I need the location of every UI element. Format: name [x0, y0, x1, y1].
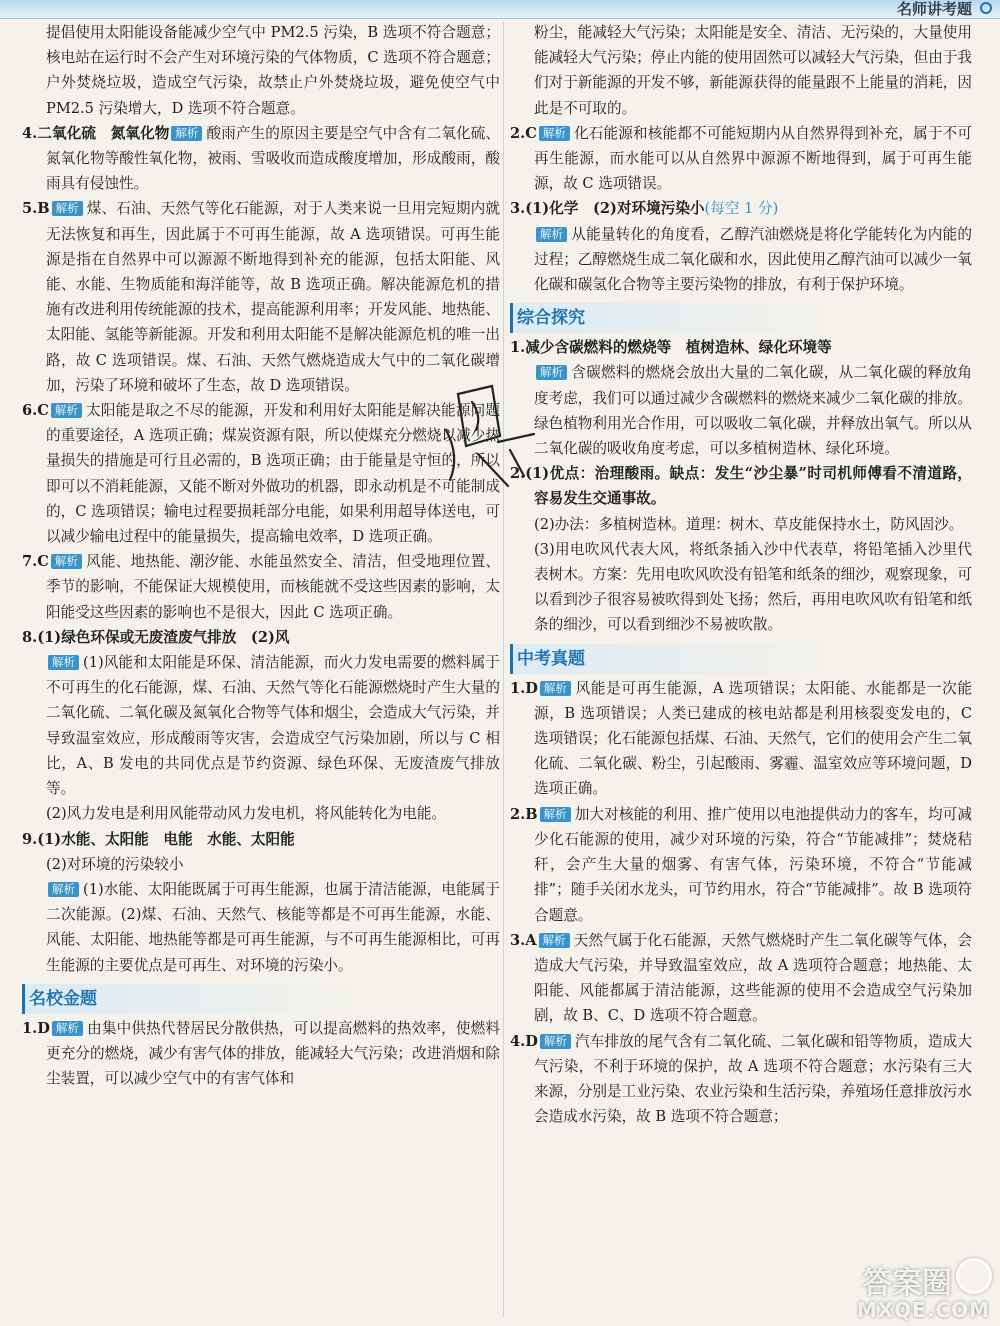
- analysis-badge: 解析: [52, 201, 83, 216]
- answer-key: D: [525, 679, 538, 697]
- page-header: [0, 0, 1000, 19]
- answer-item: [22, 1016, 500, 1092]
- question-number: 2.: [510, 465, 526, 483]
- handwritten-stamp-icon: [438, 376, 558, 496]
- question-number: 1.: [510, 679, 526, 697]
- explanation-text: 提倡使用太阳能设备能减少空气中 PM2.5 污染，B 选项不符合题意；核电站在运行时不会产生对环境污染的气体物质，C 选项不符合题意；户外焚烧垃圾，造成空气污染，故禁止户外焚烧垃圾，避免使空气中 PM2.5 污染增大，D 选项不符合题意。: [46, 24, 500, 117]
- answer-paragraph: [22, 650, 500, 801]
- question-number: 6.: [22, 402, 38, 420]
- question-number: 3.: [510, 200, 526, 218]
- answer-item: [510, 121, 972, 197]
- answer-item: [510, 335, 972, 360]
- analysis-badge: 解析: [51, 403, 82, 418]
- analysis-badge: 解析: [51, 554, 82, 569]
- explanation-text: (3)用电吹风代表大风，将纸条插入沙中代表草，将铅笔插入沙里代表树木。方案：先用电吹风吹没有铅笔和纸条的细沙，观察现象，可以看到沙子很容易被吹得到处飞扬；然后，再用电吹风吹有铅笔和纸条的细沙，可以看到细沙不易被吹散。: [534, 540, 972, 634]
- answer-key: 减少含碳燃料的燃烧等 植树造林、绿化环境等: [525, 339, 832, 357]
- column-divider: [503, 22, 504, 1318]
- question-number: 4.: [510, 1032, 526, 1050]
- answer-item: [510, 928, 972, 1029]
- answer-key: 二氧化硫 氮氧化物: [37, 124, 170, 142]
- watermark-url: MXQE.COM: [856, 1298, 990, 1322]
- analysis-badge: 解析: [539, 126, 570, 141]
- explanation-text: 天然气属于化石能源，天然气燃烧时产生二氧化碳等气体，会造成大气污染，并导致温室效应，故 A 选项符合题意；地热能、太阳能、风能都属于清洁能源，这些能源的使用不会造成空气污染加剧，故 B、C、D 选项不符合题意。: [534, 931, 972, 1025]
- section-title: 名校金题: [22, 984, 500, 1014]
- question-number: 3.: [510, 931, 526, 949]
- answer-key: (1)水能、太阳能 电能 水能、太阳能: [37, 830, 295, 848]
- explanation-text: 从能量转化的角度看，乙醇汽油燃烧是将化学能转化为内能的过程；乙醇燃烧生成二氧化碳和水，因此使用乙醇汽油可以减少一氧化碳和碳氢化合物等主要污染物的排放，有利于保护环境。: [534, 225, 972, 294]
- analysis-badge: 解析: [540, 1034, 571, 1049]
- explanation-text: 煤、石油、天然气等化石能源，对于人类来说一旦用完短期内就无法恢复和再生，因此属于不可再生能源，故 A 选项错误。可再生能源是指在自然界中可以源源不断地得到补充的能源，包括太阳能、风能、水能、生物质能和海洋能等，故 B 选项正确。解决能源危机的措施有改进利用传统能源的技术，提高能源利用率；开发风能、地热能、太阳能、氢能等新能源。开发和利用太阳能不是解决能源危机的唯一出路，故 C 选项错误。煤、石油、天然气燃烧造成大气中的二氧化碳增加，污染了环境和破坏了生态，故 D 选项错误。: [46, 200, 500, 394]
- answer-paragraph: [22, 801, 500, 826]
- explanation-text: (2)办法：多植树造林。道理：树木、草皮能保持水土，防风固沙。: [534, 515, 964, 533]
- answer-key: C: [525, 124, 537, 142]
- header-title: 名师讲考题: [896, 0, 972, 18]
- answer-paragraph: [510, 512, 972, 537]
- right-column: [510, 20, 972, 1320]
- explanation-text: 风能、地热能、潮汐能、水能虽然安全、清洁，但受地理位置、季节的影响，不能保证大规模使用，而核能就不受这些因素的影响，太阳能受这些因素的影响也不是很大，因此 C 选项正确。: [46, 553, 500, 621]
- answer-item: [510, 196, 972, 221]
- answer-key: D: [525, 1032, 538, 1050]
- question-number: 1.: [510, 339, 526, 357]
- question-number: 5.: [22, 200, 38, 218]
- answer-paragraph: [22, 852, 500, 877]
- answer-key: A: [525, 931, 537, 949]
- analysis-badge: 解析: [48, 655, 79, 670]
- answer-key: (1)优点：治理酸雨。缺点：发生“沙尘暴”时司机师傅看不清道路，容易发生交通事故。: [525, 465, 972, 508]
- question-number: 8.: [22, 628, 38, 646]
- explanation-text: (1)水能、太阳能既属于可再生能源，也属于清洁能源，电能属于二次能源。(2)煤、石油、天然气、核能等都是不可再生能源，水能、风能、太阳能、地热能等都是可再生能源，与不可再生能源相比，可再生能源的主要优点是可再生、对环境的污染小。: [46, 880, 500, 974]
- answer-item: [510, 676, 972, 802]
- answer-key: C: [37, 402, 49, 420]
- explanation-text: 太阳能是取之不尽的能源，开发和利用好太阳能是解决能源问题的重要途径，A 选项正确；煤炭资源有限，所以使煤充分燃烧以减少热量损失的措施是可行且必需的，B 选项正确；由于能量是守恒的，所以即可以不消耗能源，又能不断对外做功的机器，即永动机是不可能制成的，C 选项错误；输电过程要损耗部分电能，如果利用超导体送电，可以减少输电过程中的能量损失，提高输电效率，D 选项正确。: [46, 402, 500, 546]
- answer-key: (1)绿色环保或无废渣废气排放 (2)风: [37, 628, 290, 646]
- answer-key: B: [525, 805, 538, 823]
- analysis-badge: 解析: [536, 365, 567, 380]
- explanation-text: 化石能源和核能都不可能短期内从自然界得到补充，属于不可再生能源，而水能可以从自然界中源源不断地得到，属于可再生能源，故 C 选项错误。: [534, 124, 972, 193]
- question-number: 7.: [22, 553, 38, 571]
- answer-key: (1)化学 (2)对环境污染小: [525, 200, 705, 218]
- analysis-badge: 解析: [536, 227, 567, 242]
- answer-item: [510, 802, 972, 928]
- score-note: (每空 1 分): [704, 200, 779, 218]
- explanation-text: 风能是可再生能源，A 选项错误；太阳能、水能都是一次能源，B 选项错误；人类已建成的核电站都是利用核裂变发电的，C 选项错误；化石能源包括煤、石油、天然气，它们的使用会产生二氧化硫、二氧化碳、粉尘，引起酸雨、雾霾、温室效应等环境问题，D 选项正确。: [534, 679, 972, 798]
- answer-paragraph: [510, 537, 972, 638]
- answer-paragraph: [510, 222, 972, 298]
- left-column: [22, 20, 500, 1320]
- question-number: 4.: [22, 124, 38, 142]
- explanation-text: 粉尘，能减轻大气污染；太阳能是安全、清洁、无污染的，大量使用能减轻大气污染；停止内能的使用固然可以减轻大气污染，但由于我们对于新能源的开发不够，新能源获得的能量跟不上能量的消耗，因此是不可取的。: [534, 24, 972, 117]
- answer-item: [22, 196, 500, 398]
- watermark-main: 答案圈: [862, 1266, 952, 1301]
- watermark-seal-icon: [956, 1258, 992, 1294]
- analysis-badge: 解析: [48, 882, 79, 897]
- answer-paragraph: [22, 20, 500, 121]
- watermark-logo: [836, 1256, 996, 1322]
- analysis-badge: 解析: [540, 807, 571, 822]
- header-circle-icon: [980, 2, 992, 14]
- analysis-badge: 解析: [52, 1021, 83, 1036]
- answer-item: [510, 1029, 972, 1130]
- section-title: 中考真题: [510, 644, 972, 674]
- section-title: 综合探究: [510, 303, 972, 333]
- answer-item: [22, 827, 500, 852]
- analysis-badge: 解析: [540, 681, 571, 696]
- question-number: 2.: [510, 805, 526, 823]
- analysis-badge: 解析: [539, 933, 570, 948]
- answer-key: B: [37, 200, 50, 218]
- answer-item: [510, 461, 972, 511]
- explanation-text: (2)风力发电是利用风能带动风力发电机，将风能转化为电能。: [46, 805, 447, 823]
- answer-paragraph: [22, 877, 500, 978]
- explanation-text: (2)对环境的污染较小: [46, 855, 184, 873]
- explanation-text: 含碳燃料的燃烧会放出大量的二氧化碳，从二氧化碳的释放角度考虑，我们可以通过减少含碳燃料的燃烧来减少二氧化碳的排放。绿色植物利用光合作用，可以吸收二氧化碳，并释放出氧气。所以从二氧化碳的吸收角度考虑，可以多植树造林、绿化环境。: [534, 364, 972, 458]
- explanation-text: (1)风能和太阳能是环保、清洁能源，而火力发电需要的燃料属于不可再生的化石能源，煤、石油、天然气等化石能源燃烧时产生大量的二氧化硫、二氧化碳及氮氧化合物等气体和烟尘，会造成大气污染，并导致温室效应，形成酸雨等灾害，会造成空气污染加剧，所以与 C 相比，A、B 发电的共同优点是节约资源、绿色环保、无废渣废气排放等。: [46, 654, 500, 798]
- answer-item: [22, 549, 500, 625]
- question-number: 9.: [22, 830, 38, 848]
- answer-key: C: [37, 553, 49, 571]
- answer-item: [22, 625, 500, 650]
- analysis-badge: 解析: [171, 126, 202, 141]
- answer-paragraph: [510, 360, 972, 461]
- answer-item: [22, 121, 500, 197]
- explanation-text: 由集中供热代替居民分散供热，可以提高燃料的热效率，使燃料更充分的燃烧，减少有害气体的排放，能减轻大气污染；改进消烟和除尘装置，可以减少空气中的有害气体和: [46, 1019, 500, 1088]
- explanation-text: 汽车排放的尾气含有二氧化硫、二氧化碳和铅等物质，造成大气污染，不利于环境的保护，故 A 选项不符合题意；水污染有三大来源，分别是工业污染、农业污染和生活污染，养殖场任意排放污水会造成水污染，故 B 选项不符合题意；: [534, 1032, 972, 1126]
- answer-key: D: [37, 1019, 50, 1037]
- explanation-text: 酸雨产生的原因主要是空气中含有二氧化硫、氮氧化物等酸性氧化物，被雨、雪吸收而造成酸度增加，形成酸雨，酸雨具有侵蚀性。: [46, 124, 500, 193]
- question-number: 2.: [510, 124, 526, 142]
- answer-paragraph: [510, 20, 972, 121]
- answer-item: [22, 398, 500, 549]
- explanation-text: 加大对核能的利用、推广使用以电池提供动力的客车，均可减少化石能源的使用，减少对环境的污染，符合“节能减排”；焚烧秸秆，会产生大量的烟雾、有害气体，污染环境，不符合“节能减排”；随手关闭水龙头，可节约用水，符合“节能减排”。故 B 选项符合题意。: [534, 805, 972, 924]
- question-number: 1.: [22, 1019, 38, 1037]
